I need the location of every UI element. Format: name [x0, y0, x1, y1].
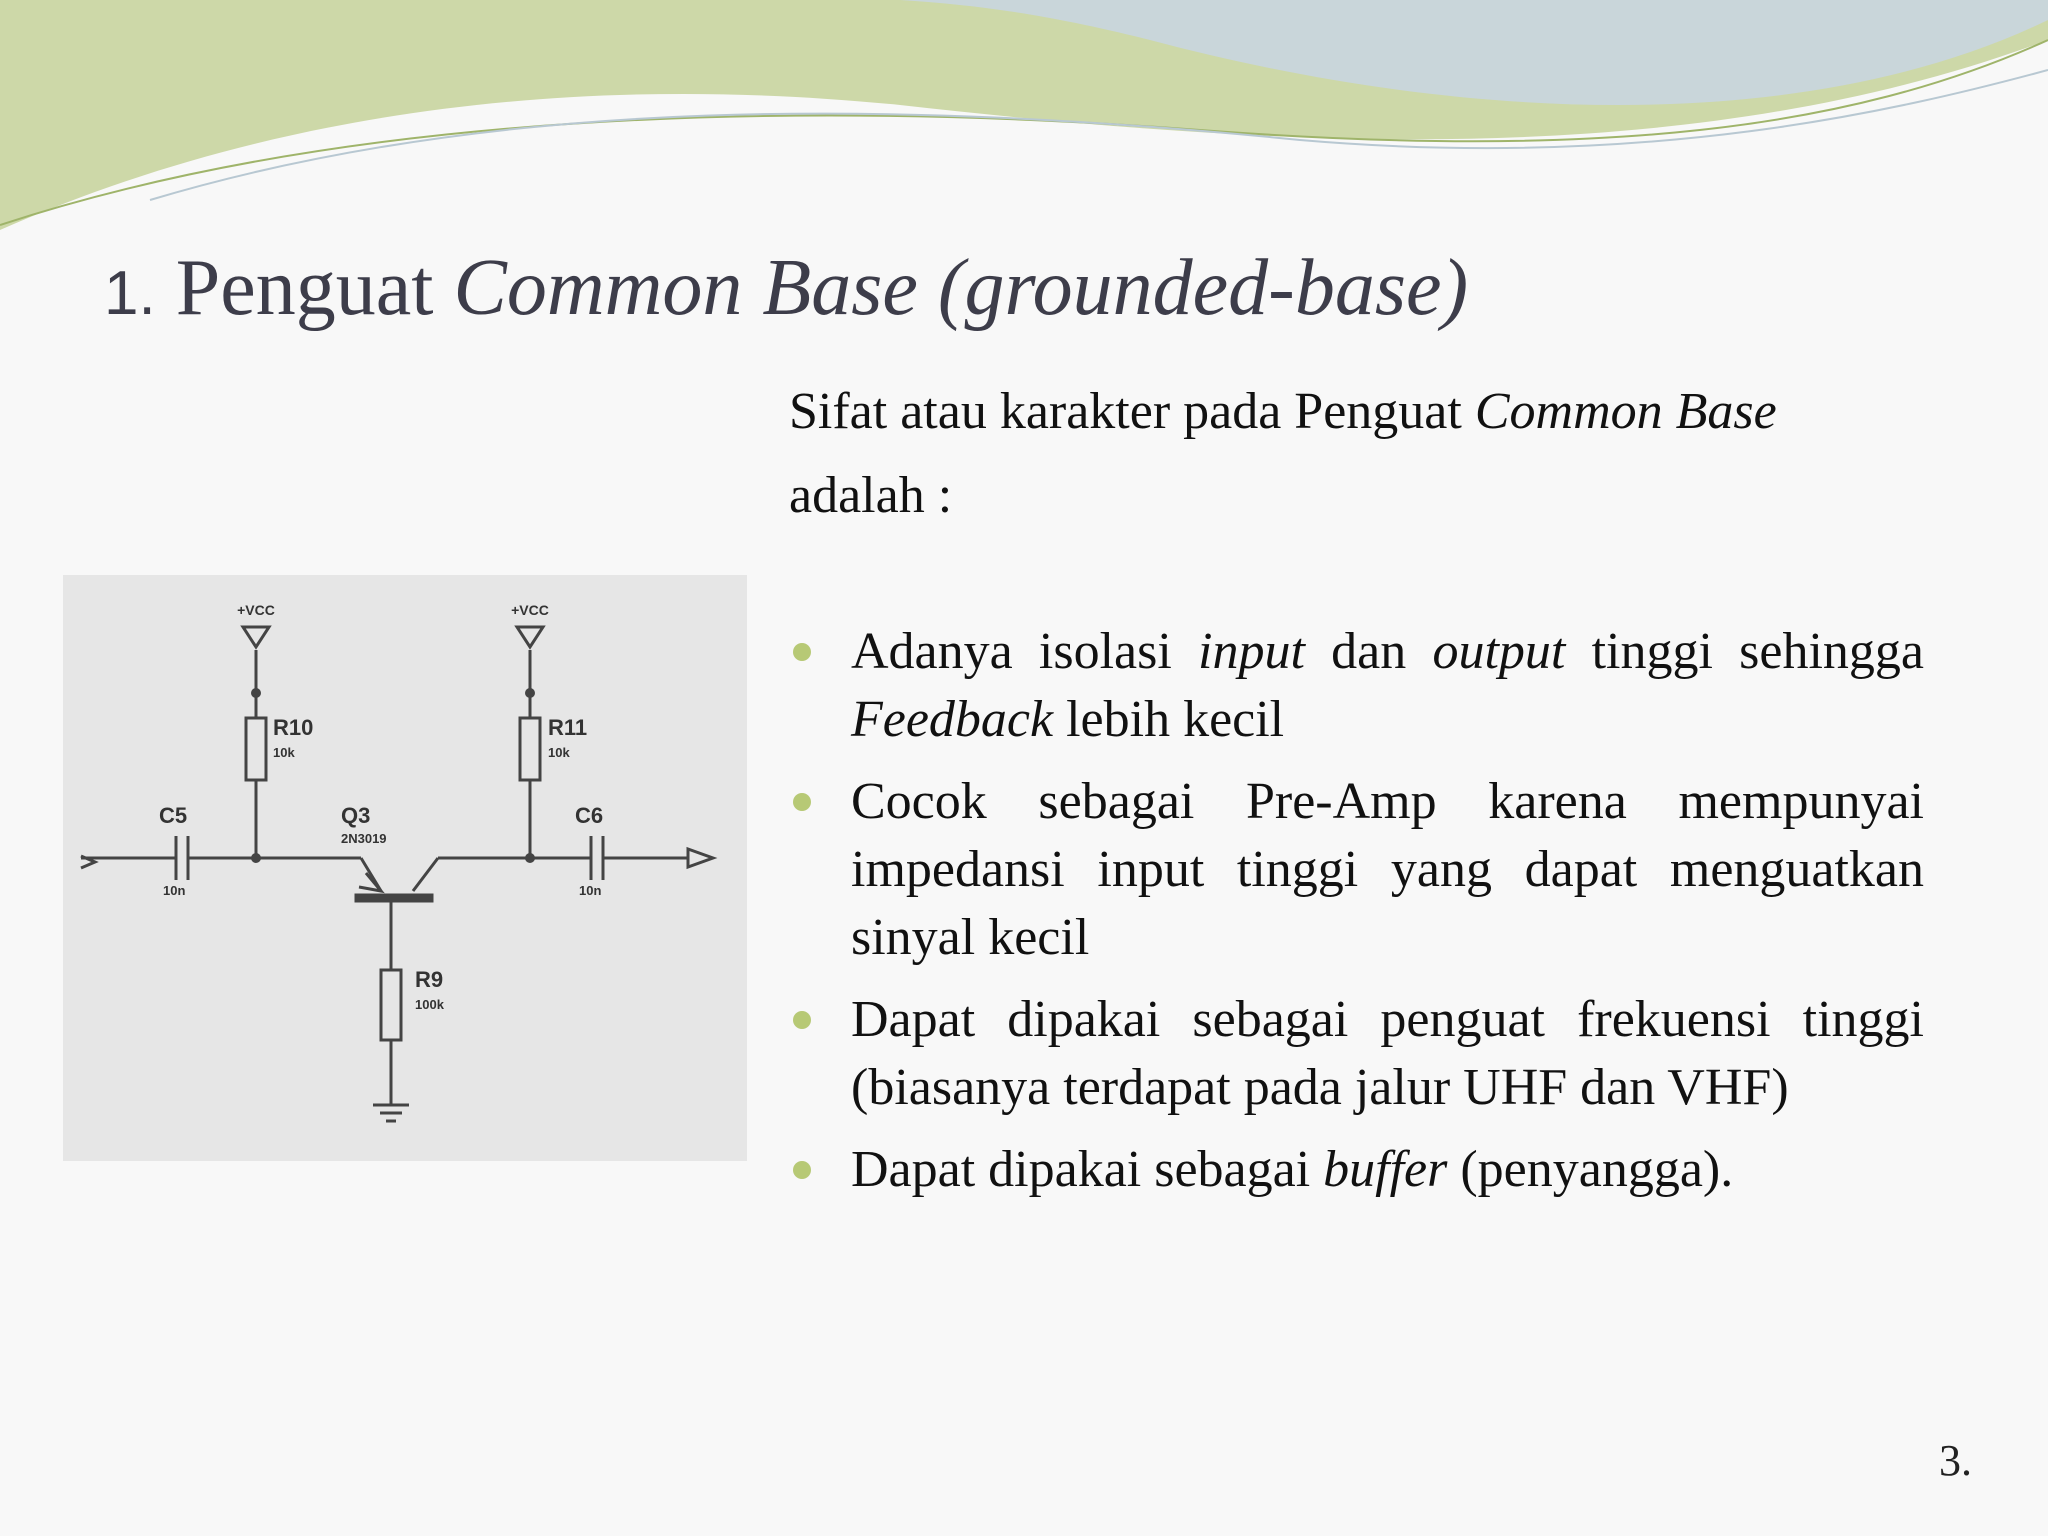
bullet-dot-icon	[793, 1011, 811, 1029]
r11-value: 10k	[548, 745, 570, 760]
r9-label: R9	[415, 967, 444, 992]
c6-label: C6	[575, 803, 604, 828]
bullet-text: tinggi sehingga	[1565, 623, 1924, 680]
r11-resistor-icon	[520, 718, 540, 780]
node-dot	[251, 688, 261, 698]
bullet-text: Dapat dipakai sebagai penguat frekuensi tinggi (biasanya terdapat pada jalur UHF dan VHF)	[851, 991, 1924, 1116]
bullet-text: Dapat dipakai sebagai	[851, 1141, 1324, 1198]
bullet-italic: input	[1198, 623, 1305, 680]
c5-value: 10n	[163, 883, 186, 898]
bullet-dot-icon	[793, 643, 811, 661]
q3-base-bar	[356, 895, 432, 901]
intro-italic: Common Base	[1474, 383, 1777, 440]
r9-resistor-icon	[381, 970, 401, 1040]
title-number: 1.	[104, 259, 156, 328]
header-wave-decoration	[0, 0, 2048, 240]
r10-label: R10	[273, 715, 314, 740]
bullet-dot-icon	[793, 793, 811, 811]
bullet-item	[789, 618, 1924, 754]
q3-part: 2N3019	[341, 831, 387, 846]
intro-text	[789, 370, 1969, 538]
bullet-italic: buffer	[1323, 1141, 1448, 1198]
r9-value: 100k	[415, 997, 444, 1012]
r10-resistor-icon	[246, 718, 266, 780]
c5-label: C5	[159, 803, 188, 828]
bullet-text: dan	[1304, 623, 1433, 680]
vcc-left-label: +VCC	[237, 602, 275, 618]
bullet-italic: output	[1432, 623, 1566, 680]
intro-line2: adalah :	[789, 467, 953, 524]
q3-label: Q3	[341, 803, 371, 828]
bullet-text: Cocok sebagai Pre-Amp karena mempunyai impedansi input tinggi yang dapat menguatkan sinyal kecil	[851, 773, 1924, 966]
intro-line1: Sifat atau karakter pada Penguat	[789, 383, 1462, 440]
r11-label: R11	[548, 715, 588, 740]
page-number: 3.	[1939, 1436, 1972, 1485]
vcc-right-label: +VCC	[511, 602, 549, 618]
node-dot	[251, 853, 261, 863]
r10-value: 10k	[273, 745, 295, 760]
common-base-circuit-diagram	[63, 575, 747, 1161]
bullet-italic: Feedback	[851, 691, 1054, 748]
slide-title	[104, 240, 1468, 336]
title-plain: Penguat	[175, 244, 434, 332]
bullet-list	[789, 618, 1924, 1218]
bullet-item	[789, 768, 1924, 972]
bullet-dot-icon	[793, 1161, 811, 1179]
bullet-text: Adanya isolasi	[851, 623, 1199, 680]
node-dot	[525, 853, 535, 863]
title-italic: Common Base (grounded-base)	[453, 244, 1469, 332]
bullet-text: lebih kecil	[1053, 691, 1285, 748]
circuit-background	[63, 575, 747, 1161]
c6-value: 10n	[579, 883, 602, 898]
bullet-item	[789, 1136, 1924, 1204]
bullet-text: (penyangga).	[1447, 1141, 1734, 1198]
node-dot	[525, 688, 535, 698]
bullet-item	[789, 986, 1924, 1122]
